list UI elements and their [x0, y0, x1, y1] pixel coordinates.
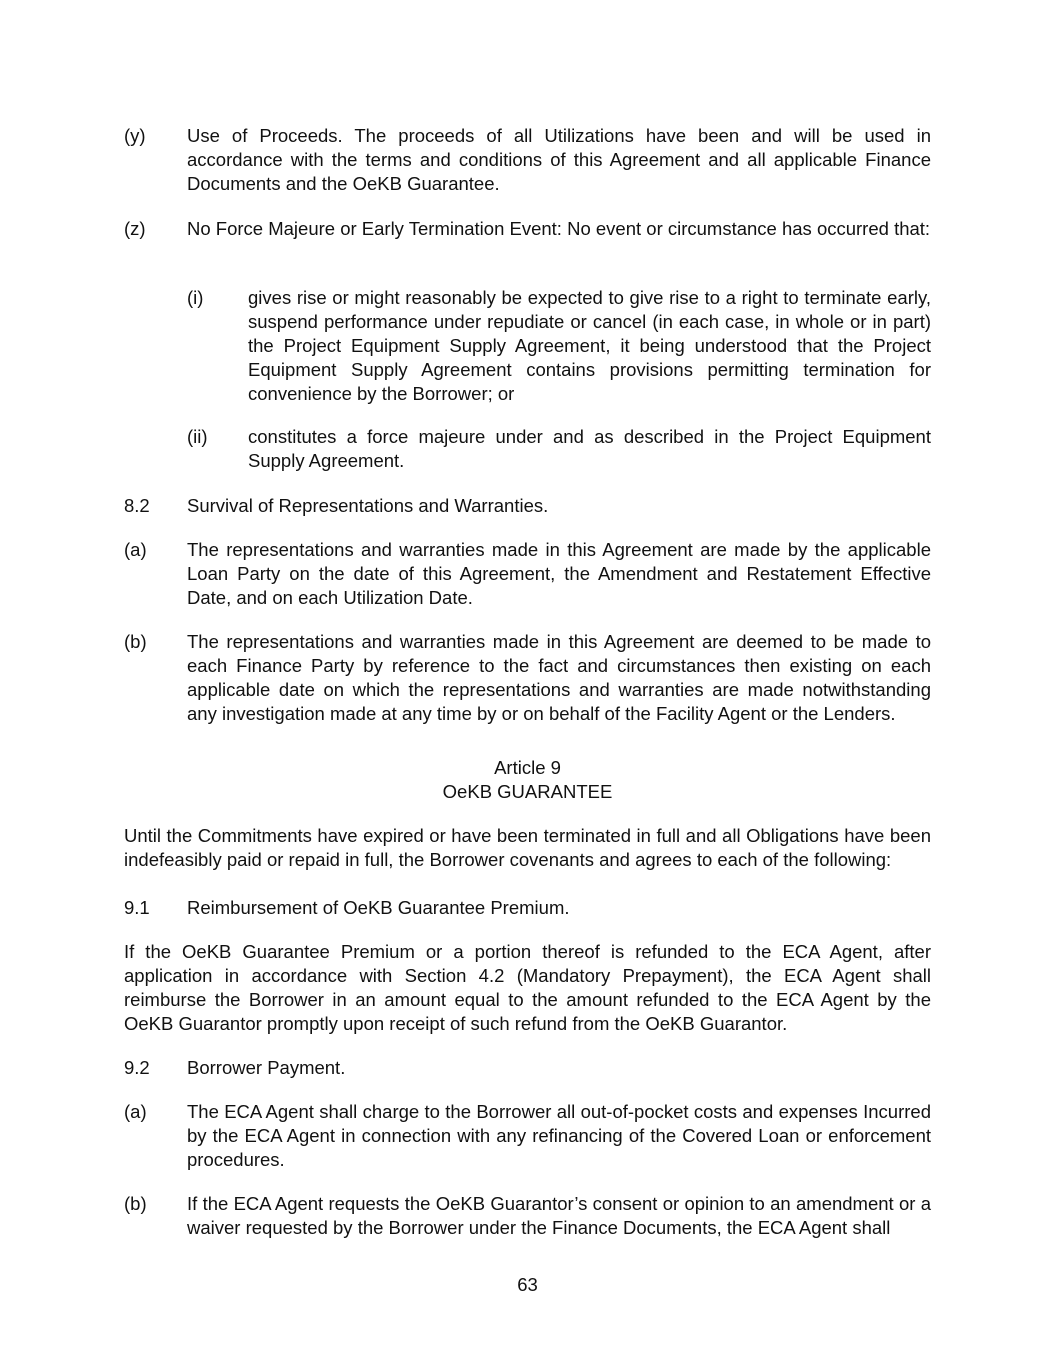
- section-9-1-number: 9.1: [124, 897, 150, 918]
- clause-z-i-text: gives rise or might reasonably be expected to give rise to a right to terminate early, suspend performance under repudiate or cancel (in each case, in whole or in part) the Project Equipment Supply Agreement, it being understood that the Project Equipment Supply Agreement contains provisions permitting termination for convenience by the Borrower; or: [248, 287, 931, 404]
- section-9-1-text: If the OeKB Guarantee Premium or a portion thereof is refunded to the ECA Agent, after application in accordance with Section 4.2 (Mandatory Prepayment), the ECA Agent shall reimburse the Borrower in an amount equal to the amount refunded to the ECA Agent by the OeKB Guarantor promptly upon receipt of such refund from the OeKB Guarantor.: [124, 941, 931, 1034]
- section-8-2-title: Survival of Representations and Warranties.: [187, 495, 549, 516]
- section-9-1-title: Reimbursement of OeKB Guarantee Premium.: [187, 897, 570, 918]
- clause-z-ii-text: constitutes a force majeure under and as described in the Project Equipment Supply Agreement.: [248, 426, 931, 471]
- section-8-2-b-text: The representations and warranties made in this Agreement are deemed to be made to each Finance Party by reference to the fact and circumstances then existing on each applicable date on which the representations and warranties are made notwithstanding any investigation made at any time by or on behalf of the Facility Agent or the Lenders.: [187, 631, 931, 724]
- section-9-2-b-label: (b): [124, 1193, 147, 1214]
- article-title: OeKB GUARANTEE: [442, 781, 613, 802]
- article-intro: Until the Commitments have expired or have been terminated in full and all Obligations have been indefeasibly paid or repaid in full, the Borrower covenants and agrees to each of the following:: [124, 825, 931, 870]
- section-9-2-title: Borrower Payment.: [187, 1057, 346, 1078]
- section-8-2-number: 8.2: [124, 495, 150, 516]
- section-8-2-a-text: The representations and warranties made in this Agreement are made by the applicable Loan Party on the date of this Agreement, the Amendment and Restatement Effective Date, and on each Utilization Date.: [187, 539, 931, 608]
- section-9-2-a-label: (a): [124, 1101, 147, 1122]
- article-number: Article 9: [494, 757, 561, 778]
- clause-z-ii-label: (ii): [187, 426, 208, 447]
- clause-z-text: No Force Majeure or Early Termination Event: No event or circumstance has occurred that:: [187, 218, 931, 239]
- section-9-2-b-text: If the ECA Agent requests the OeKB Guarantor’s consent or opinion to an amendment or a waiver requested by the Borrower under the Finance Documents, the ECA Agent shall: [187, 1193, 931, 1238]
- page-number: 63: [517, 1274, 538, 1295]
- section-8-2-b-label: (b): [124, 631, 147, 652]
- section-8-2-a-label: (a): [124, 539, 147, 560]
- clause-y-text: Use of Proceeds. The proceeds of all Utilizations have been and will be used in accordance with the terms and conditions of this Agreement and all applicable Finance Documents and the OeKB Guarantee.: [187, 125, 931, 194]
- clause-y-label: (y): [124, 125, 146, 146]
- section-9-2-number: 9.2: [124, 1057, 150, 1078]
- clause-z-i-label: (i): [187, 287, 204, 308]
- section-9-2-a-text: The ECA Agent shall charge to the Borrower all out-of-pocket costs and expenses Incurred by the ECA Agent in connection with any refinancing of the Covered Loan or enforcement procedures.: [187, 1101, 931, 1170]
- clause-z-label: (z): [124, 218, 146, 239]
